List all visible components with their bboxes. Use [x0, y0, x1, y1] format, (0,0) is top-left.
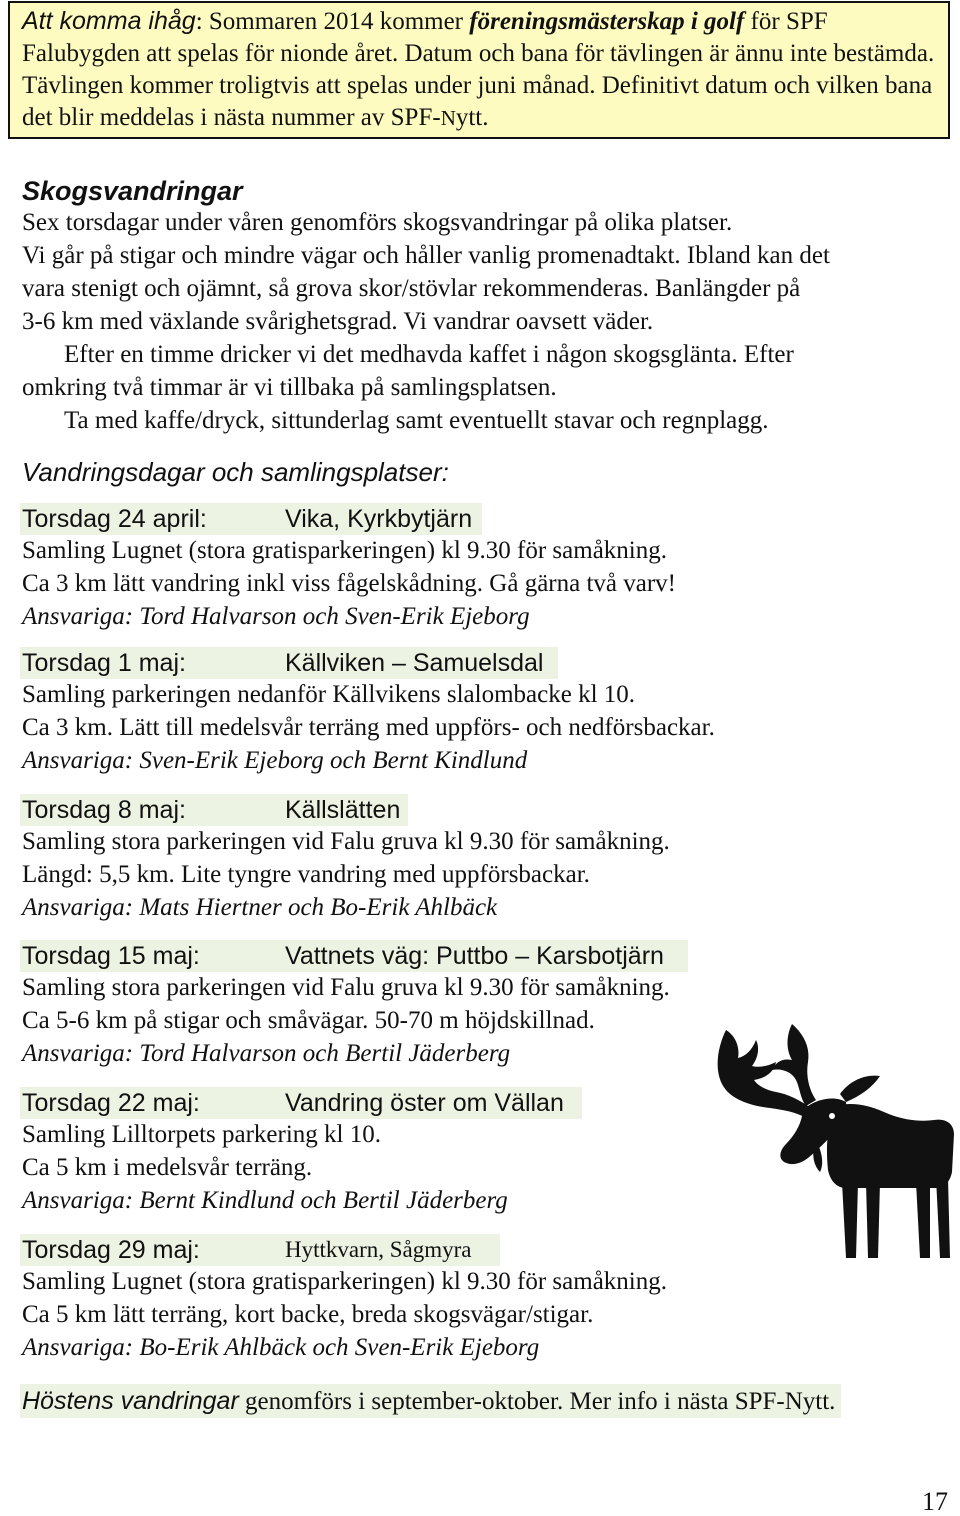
walk-responsible: Ansvariga: Sven-Erik Ejeborg och Bernt Kindlund	[22, 747, 528, 774]
walk-meet: Samling Lugnet (stora gratisparkeringen) kl 9.30 för samåkning.	[22, 1268, 667, 1295]
notice-text-2: för SPF Falubygden att spelas för nionde året. Datum och bana för tävlingen är ännu inte bestämda. Tävlingen kommer troligtvis att spelas under juni månad. Definitivt datum och vilken bana det blir meddelas i nästa nummer av SPF-	[22, 8, 935, 131]
walk-meet: Samling stora parkeringen vid Falu gruva kl 9.30 för samåkning.	[22, 974, 670, 1001]
walk-responsible: Ansvariga: Bo-Erik Ahlbäck och Sven-Erik Ejeborg	[22, 1334, 540, 1361]
walk-info: Längd: 5,5 km. Lite tyngre vandring med uppförsbackar.	[22, 861, 590, 888]
intro-line-3: vara stenigt och ojämnt, så grova skor/stövlar rekommenderas. Banlängder på	[22, 275, 801, 302]
walk-info: Ca 3 km lätt vandring inkl viss fågelskådning. Gå gärna två varv!	[22, 570, 677, 597]
walk-place: Källviken – Samuelsdal	[285, 649, 544, 677]
walk-responsible: Ansvariga: Tord Halvarson och Sven-Erik Ejeborg	[22, 603, 530, 630]
notice-nytt-n: N	[440, 106, 456, 130]
autumn-walks-text: genomförs i september-oktober. Mer info i nästa SPF-Nytt.	[238, 1388, 836, 1415]
walk-day: Torsdag 8 maj:	[22, 796, 186, 824]
moose-icon	[696, 1022, 958, 1260]
walk-header	[20, 940, 688, 972]
notice-text-1: : Sommaren 2014 kommer	[195, 8, 470, 35]
walk-meet: Samling parkeringen nedanför Källvikens slalombacke kl 10.	[22, 681, 636, 708]
walk-info: Ca 3 km. Lätt till medelsvår terräng med uppförs- och nedförsbackar.	[22, 714, 715, 741]
walk-meet: Samling Lilltorpets parkering kl 10.	[22, 1121, 381, 1148]
walk-place: Källslätten	[285, 796, 401, 824]
walk-info: Ca 5-6 km på stigar och småvägar. 50-70 m höjdskillnad.	[22, 1007, 595, 1034]
walk-day: Torsdag 24 april:	[22, 505, 207, 533]
walk-meet: Samling stora parkeringen vid Falu gruva kl 9.30 för samåkning.	[22, 828, 670, 855]
notice-nytt-rest: ytt.	[455, 104, 489, 131]
section-title: Skogsvandringar	[22, 176, 243, 206]
notice-golf-emphasis: föreningsmästerskap i golf	[469, 8, 745, 35]
autumn-walks-note	[20, 1384, 841, 1418]
walk-place: Vandring öster om Vällan	[285, 1089, 564, 1117]
page-number: 17	[922, 1487, 948, 1516]
walk-header	[20, 794, 408, 826]
walk-responsible: Ansvariga: Tord Halvarson och Bertil Jäderberg	[22, 1040, 511, 1067]
intro-line-7: Ta med kaffe/dryck, sittunderlag samt eventuellt stavar och regnplagg.	[64, 407, 769, 434]
walk-header	[20, 1234, 500, 1266]
walk-place: Hyttkvarn, Sågmyra	[285, 1237, 472, 1262]
walk-place: Vattnets väg: Puttbo – Karsbotjärn	[285, 942, 664, 970]
walk-place: Vika, Kyrkbytjärn	[285, 505, 473, 533]
section-subtitle: Vandringsdagar och samlingsplatser:	[22, 457, 449, 487]
walk-info: Ca 5 km i medelsvår terräng.	[22, 1154, 313, 1181]
walk-header	[20, 647, 558, 679]
notice-box	[8, 1, 950, 139]
walk-header	[20, 503, 482, 535]
walk-day: Torsdag 1 maj:	[22, 649, 186, 677]
notice-lead: Att komma ihåg	[22, 7, 196, 35]
intro-line-2: Vi går på stigar och mindre vägar och håller vanlig promenadtakt. Ibland kan det	[22, 242, 830, 269]
walk-day: Torsdag 22 maj:	[22, 1089, 200, 1117]
walk-header	[20, 1087, 582, 1119]
intro-line-4: 3-6 km med växlande svårighetsgrad. Vi vandrar oavsett väder.	[22, 308, 654, 335]
walk-responsible: Ansvariga: Bernt Kindlund och Bertil Jäderberg	[22, 1187, 508, 1214]
intro-line-5: Efter en timme dricker vi det medhavda kaffet i någon skogsglänta. Efter	[64, 341, 794, 368]
walk-day: Torsdag 15 maj:	[22, 942, 200, 970]
intro-line-1: Sex torsdagar under våren genomförs skogsvandringar på olika platser.	[22, 209, 733, 236]
autumn-walks-title: Höstens vandringar	[22, 1387, 239, 1415]
walk-info: Ca 5 km lätt terräng, kort backe, breda skogsvägar/stigar.	[22, 1301, 594, 1328]
walk-meet: Samling Lugnet (stora gratisparkeringen) kl 9.30 för samåkning.	[22, 537, 667, 564]
walk-day: Torsdag 29 maj:	[22, 1236, 200, 1264]
intro-line-6: omkring två timmar är vi tillbaka på samlingsplatsen.	[22, 374, 557, 401]
walk-responsible: Ansvariga: Mats Hiertner och Bo-Erik Ahlbäck	[22, 894, 498, 921]
